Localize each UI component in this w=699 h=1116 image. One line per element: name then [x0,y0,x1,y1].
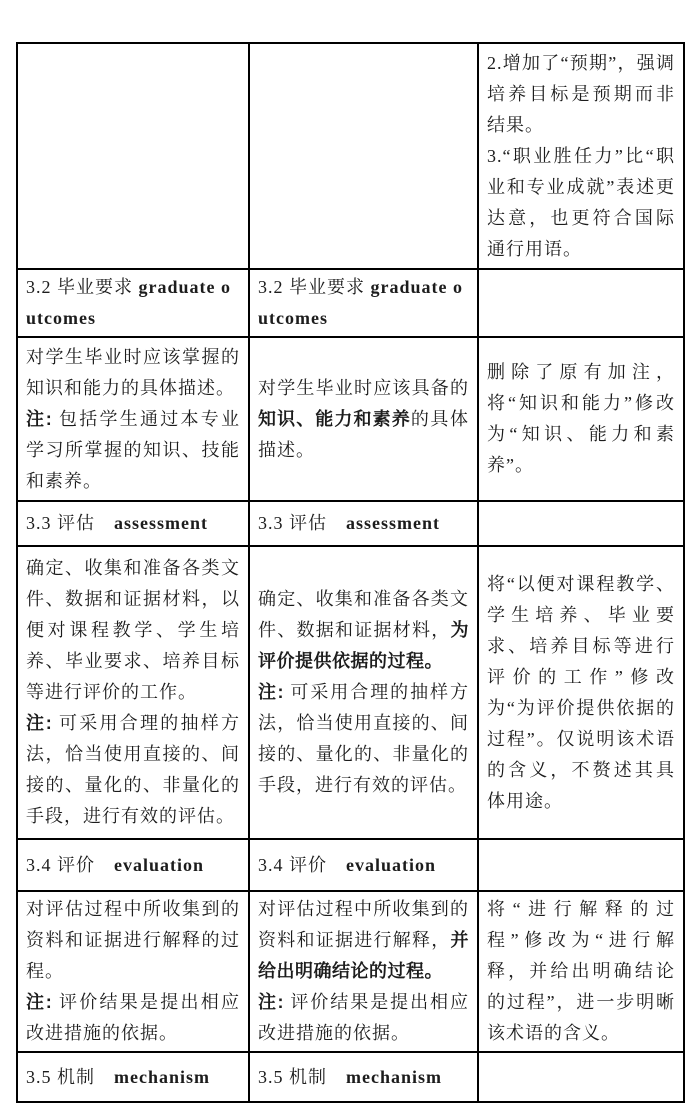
cell-term-heading [249,839,478,891]
text-run: 3.2 毕业要求 [258,277,371,297]
emphasized-text: 注: [26,992,59,1012]
text-run: 3.3 评估 [26,513,114,533]
text-run: 2.增加了“预期”，强调培养目标是预期而非结果。 [487,52,675,135]
emphasized-text: 注: [26,408,59,429]
text-run: 3.“职业胜任力”比“职业和专业成就”表述更达意，也更符合国际通行用语。 [487,145,675,259]
table-row [17,501,684,546]
emphasized-text: 注: [258,682,291,702]
cell-old-definition [17,891,249,1052]
text-run: 确定、收集和准备各类文件、数据和证据材料， [258,589,469,640]
table-row [17,43,684,269]
emphasized-text: 知识、能力和素养 [258,408,411,429]
emphasized-text: 为评价提供依据的过程。 [258,620,469,671]
text-run: 3.3 评估 [258,513,346,533]
text-run: 将“进行解释的过程”修改为“进行解释，并给出明确结论的过程”，进一步明晰该术语的含义。 [487,899,675,1043]
emphasized-text: assessment [114,513,208,533]
table-row [17,839,684,891]
text-run: 对评估过程中所收集到的资料和证据进行解释， [258,899,469,950]
cell-new-definition [249,546,478,839]
text-run: 3.5 机制 [258,1066,346,1087]
cell-revision-note [478,43,684,269]
cell-term-heading [17,839,249,891]
cell-revision-note [478,501,684,546]
emphasized-text: 注: [26,713,59,733]
emphasized-text: graduate outcomes [258,277,463,328]
cell-revision-note [478,839,684,891]
table-row [17,269,684,337]
text-run: 3.5 机制 [26,1066,114,1087]
text-run: 评价结果是提出相应改进措施的依据。 [26,992,240,1043]
emphasized-text: assessment [346,513,440,533]
cell-revision-note [478,337,684,501]
text-run: 删除了原有加注，将“知识和能力”修改为“知识、能力和素养”。 [487,362,675,475]
cell-term-heading [17,1052,249,1102]
emphasized-text: mechanism [346,1066,442,1087]
emphasized-text: 注: [258,992,291,1012]
table-row [17,337,684,501]
emphasized-text: graduate outcomes [26,277,231,328]
text-run: 对学生毕业时应该掌握的知识和能力的具体描述。 [26,346,240,398]
text-run: 可采用合理的抽样方法，恰当使用直接的、间接的、量化的、非量化的手段，进行有效的评估。 [26,713,240,826]
text-run: 3.2 毕业要求 [26,277,139,297]
text-run: 3.4 评价 [258,854,346,875]
emphasized-text: evaluation [346,854,437,875]
emphasized-text: mechanism [114,1066,210,1087]
text-run: 对评估过程中所收集到的资料和证据进行解释的过程。 [26,899,240,981]
cell-term-heading [17,269,249,337]
cell-revision-note [478,269,684,337]
text-run: 的具体描述。 [258,408,470,460]
cell-old-definition [17,546,249,839]
cell-old-definition [17,43,249,269]
cell-new-definition [249,43,478,269]
text-run: 对学生毕业时应该具备的 [258,377,469,398]
cell-term-heading [249,1052,478,1102]
cell-revision-note [478,546,684,839]
table-row [17,1052,684,1102]
text-run: 确定、收集和准备各类文件、数据和证据材料，以便对课程教学、学生培养、毕业要求、培养目标等进行评价的工作。 [26,558,240,702]
cell-term-heading [17,501,249,546]
cell-new-definition [249,891,478,1052]
cell-term-heading [249,501,478,546]
table-row [17,891,684,1052]
text-run: 3.4 评价 [26,854,114,875]
cell-revision-note [478,1052,684,1102]
text-run: 可采用合理的抽样方法，恰当使用直接的、间接的、量化的、非量化的手段，进行有效的评估。 [258,682,470,795]
emphasized-text: 并给出明确结论的过程。 [258,930,469,981]
cell-new-definition [249,337,478,501]
cell-term-heading [249,269,478,337]
table-row [17,546,684,839]
cell-old-definition [17,337,249,501]
emphasized-text: evaluation [114,854,205,875]
text-run: 评价结果是提出相应改进措施的依据。 [258,992,470,1043]
text-run: 将“以便对课程教学、学生培养、毕业要求、培养目标等进行评价的工作”修改为“为评价提供依据的过程”。仅说明该术语的含义，不赘述其具体用途。 [487,573,675,811]
cell-revision-note [478,891,684,1052]
text-run: 包括学生通过本专业学习所掌握的知识、技能和素养。 [26,408,240,491]
terminology-comparison-table [16,42,685,1103]
